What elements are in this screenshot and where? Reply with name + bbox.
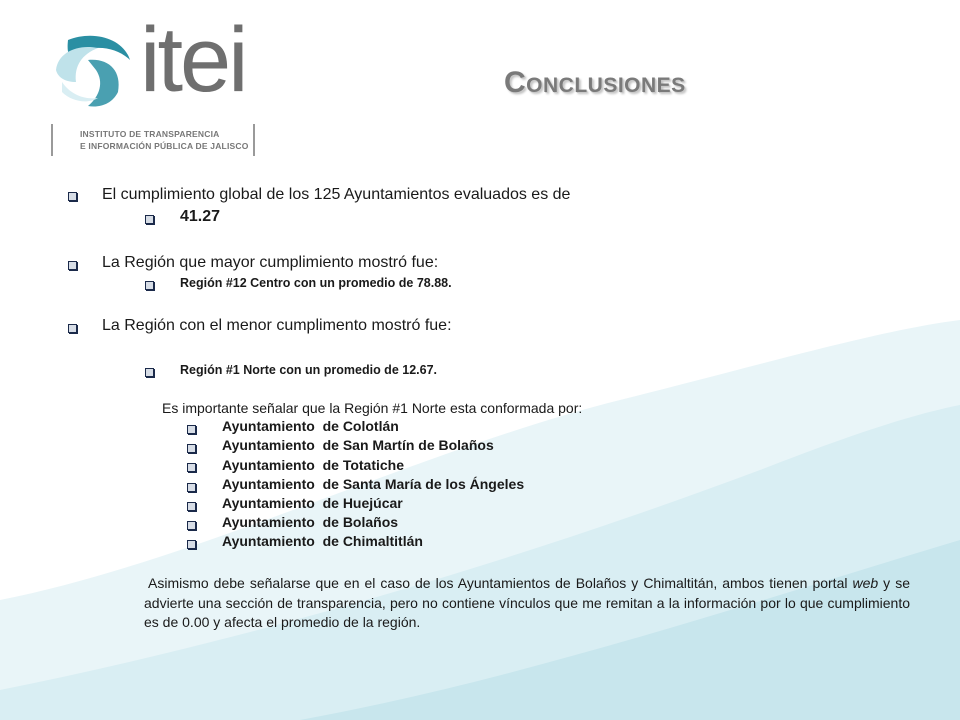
square-bullet-icon [68, 192, 77, 201]
square-bullet-icon [68, 261, 77, 270]
logo-divider-right [253, 124, 255, 156]
logo-divider-left [51, 124, 53, 156]
square-bullet-icon [145, 215, 154, 224]
logo-swirl-icon [48, 30, 140, 110]
square-bullet-icon [68, 324, 77, 333]
bullet-highest-region: La Región que mayor cumplimiento mostró fue: [102, 254, 439, 271]
slide-title: Conclusiones [504, 66, 686, 99]
list-item: Ayuntamiento de Colotlán [222, 418, 399, 434]
square-bullet-icon [187, 444, 196, 453]
list-item: Ayuntamiento de Huejúcar [222, 495, 403, 511]
square-bullet-icon [187, 521, 196, 530]
square-bullet-icon [187, 502, 196, 511]
list-item: Ayuntamiento de Chimaltitlán [222, 533, 423, 549]
square-bullet-icon [187, 425, 196, 434]
paragraph-part-1: Asimismo debe señalarse que en el caso de los Ayuntamientos de Bolaños y Chimaltitán, ambos tienen portal [148, 575, 853, 591]
square-bullet-icon [187, 483, 196, 492]
list-item: Ayuntamiento de Santa María de los Ángeles [222, 476, 525, 492]
square-bullet-icon [145, 281, 154, 290]
square-bullet-icon [187, 463, 196, 472]
list-item: Ayuntamiento de Totatiche [222, 457, 405, 473]
paragraph-italic-web: web [852, 575, 879, 591]
logo-subtitle-line1: INSTITUTO DE TRANSPARENCIA [80, 129, 220, 139]
list-item: Ayuntamiento de San Martín de Bolaños [222, 437, 494, 453]
paragraph-part-2: y se advierte una sección de transparencia, pero no contiene vínculos que me remitan a la información por lo que cumplimiento es de 0.00 y afecta el promedio de la región. [144, 575, 910, 630]
square-bullet-icon [145, 368, 154, 377]
highest-region-detail: Región #12 Centro con un promedio de 78.88. [180, 276, 452, 290]
bullet-lowest-region: La Región con el menor cumplimento mostró fue: [102, 317, 452, 334]
square-bullet-icon [187, 540, 196, 549]
global-compliance-value: 41.27 [180, 208, 221, 225]
itei-logo [46, 9, 276, 163]
logo-wordmark: itei [140, 9, 246, 111]
list-item: Ayuntamiento de Bolaños [222, 514, 399, 530]
logo-subtitle-line2: E INFORMACIÓN PÚBLICA DE JALISCO [80, 141, 249, 151]
closing-paragraph [144, 574, 910, 633]
lowest-region-detail: Región #1 Norte con un promedio de 12.67. [180, 363, 437, 377]
region-composition-note: Es importante señalar que la Región #1 Norte esta conformada por: [162, 400, 583, 416]
bullet-global-compliance: El cumplimiento global de los 125 Ayuntamientos evaluados es de [102, 186, 571, 203]
